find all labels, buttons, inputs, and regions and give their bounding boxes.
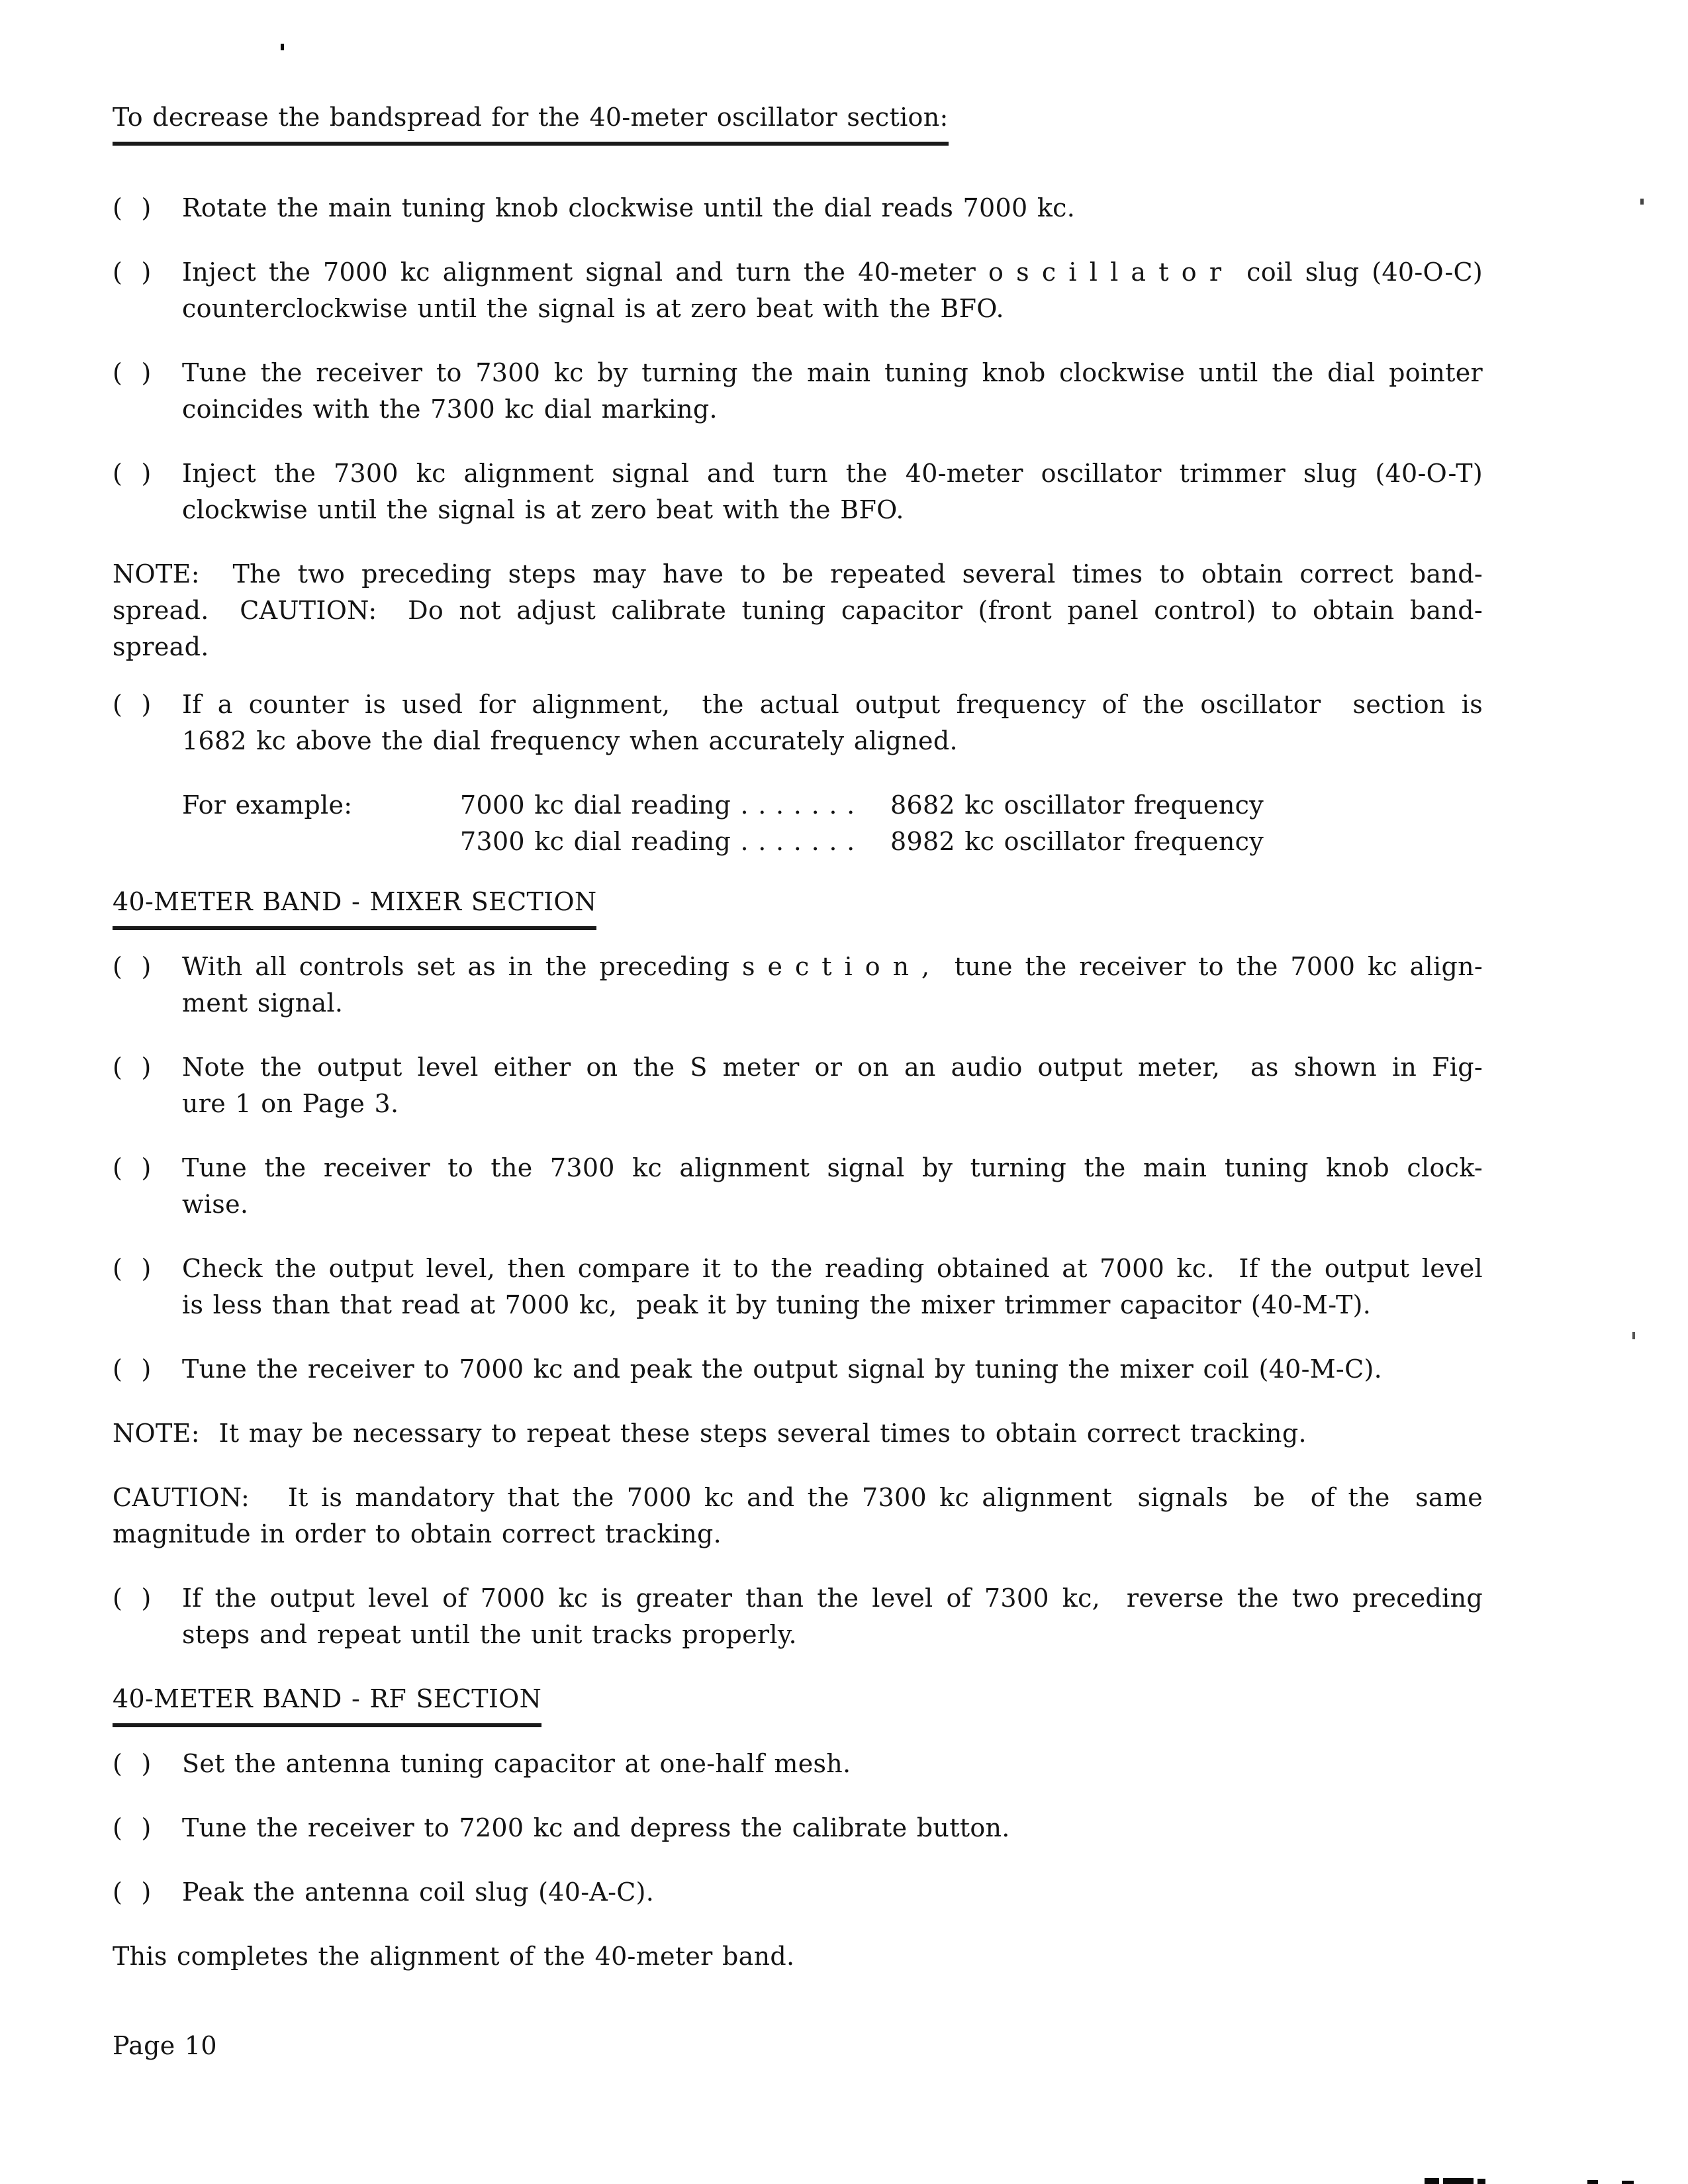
section-heading	[113, 884, 1483, 930]
checkbox-marker: ( )	[113, 1813, 152, 1842]
document-content	[113, 99, 1483, 2064]
text-line: clockwise until the signal is at zero beat with the BFO.	[182, 495, 904, 524]
text-line: If a counter is used for alignment, the actual output frequency of the oscillator section is	[182, 690, 1483, 719]
checklist-item	[113, 190, 1483, 226]
checklist-item-text	[182, 949, 1483, 1021]
checkbox-marker: ( )	[113, 1877, 152, 1907]
example-dots: . . . . . . .	[740, 827, 855, 856]
checklist-item	[113, 355, 1483, 428]
example-label	[182, 824, 460, 860]
example-table	[113, 787, 1483, 860]
text-line: Inject the 7000 kc alignment signal and turn the 40-meter o s c i l l a t o r coil slug (40-O-C)	[182, 258, 1483, 287]
example-row	[113, 824, 1483, 860]
checkbox-marker: ( )	[113, 459, 152, 488]
checkbox-marker: ( )	[113, 1354, 152, 1384]
text-line: spread. CAUTION: Do not adjust calibrate tuning capacitor (front panel control) to obtain band-	[113, 596, 1483, 625]
text-line: is less than that read at 7000 kc, peak it by tuning the mixer trimmer capacitor (40-M-T).	[182, 1290, 1372, 1319]
checkbox-marker: ( )	[113, 690, 152, 719]
example-row	[113, 787, 1483, 824]
scan-artifact	[281, 44, 284, 50]
section-heading	[113, 1681, 1483, 1727]
checklist-item	[113, 1251, 1483, 1323]
example-dots: . . . . . . .	[740, 790, 855, 820]
checklist-item-text	[182, 1251, 1483, 1323]
text-line: Tune the receiver to 7000 kc and peak the output signal by tuning the mixer coil (40-M-C).	[182, 1354, 1382, 1384]
checkbox-marker: ( )	[113, 193, 152, 222]
example-indent-spacer	[113, 824, 182, 860]
checklist-item	[113, 1746, 1483, 1782]
scan-artifact	[1640, 199, 1644, 205]
text-line: Note the output level either on the S meter or on an audio output meter, as shown in Fig-	[182, 1053, 1483, 1082]
example-oscillator-frequency: 8982 kc oscillator frequency	[890, 827, 1264, 856]
closing-text	[113, 1938, 1483, 1975]
checkbox-marker: ( )	[113, 1053, 152, 1082]
section-heading	[113, 99, 1483, 146]
text-line: coincides with the 7300 kc dial marking.	[182, 395, 718, 424]
text-line: With all controls set as in the preceding s e c t i o n , tune the receiver to the 7000 kc align-	[182, 952, 1483, 981]
text-line: Tune the receiver to 7300 kc by turning the main tuning knob clockwise until the dial pointer	[182, 358, 1483, 387]
checklist-item-text	[182, 455, 1483, 528]
text-line: counterclockwise until the signal is at zero beat with the BFO.	[182, 294, 1004, 323]
text-line: This completes the alignment of the 40-meter band.	[113, 1942, 795, 1971]
example-dial-reading	[460, 824, 890, 860]
scan-artifact	[1632, 1332, 1635, 1339]
checkbox-marker: ( )	[113, 358, 152, 387]
text-line: wise.	[182, 1190, 249, 1219]
text-line: 1682 kc above the dial frequency when accurately aligned.	[182, 726, 958, 755]
checklist-item-text	[182, 1874, 1483, 1911]
text-line: Tune the receiver to 7200 kc and depress the calibrate button.	[182, 1813, 1010, 1842]
text-line: Set the antenna tuning capacitor at one-half mesh.	[182, 1749, 851, 1778]
note-paragraph	[113, 556, 1483, 665]
text-line: magnitude in order to obtain correct tracking.	[113, 1519, 722, 1548]
scan-artifact	[1587, 2180, 1598, 2184]
checklist-item-text	[182, 1150, 1483, 1223]
scan-artifact	[1622, 2181, 1634, 2184]
checkbox-marker: ( )	[113, 1749, 152, 1778]
checkbox-marker: ( )	[113, 952, 152, 981]
example-dial-text: 7000 kc dial reading	[460, 790, 731, 820]
text-line: Peak the antenna coil slug (40-A-C).	[182, 1877, 655, 1907]
scan-artifact	[1443, 2178, 1474, 2184]
text-line: Tune the receiver to the 7300 kc alignment signal by turning the main tuning knob clock-	[182, 1153, 1483, 1182]
section-heading-text: 40-METER BAND - RF SECTION	[113, 1681, 541, 1727]
text-line: spread.	[113, 632, 209, 661]
text-line: steps and repeat until the unit tracks properly.	[182, 1620, 797, 1649]
checklist-item	[113, 1049, 1483, 1122]
checkbox-marker: ( )	[113, 1584, 152, 1613]
text-line: Check the output level, then compare it to the reading obtained at 7000 kc. If the output level	[182, 1254, 1483, 1283]
checklist-item-text	[182, 1351, 1483, 1388]
checklist-item-text	[182, 1746, 1483, 1782]
text-line: Inject the 7300 kc alignment signal and turn the 40-meter oscillator trimmer slug (40-O-T)	[182, 459, 1483, 488]
document-blocks	[113, 99, 1483, 1975]
example-dial-reading	[460, 787, 890, 824]
text-line: ment signal.	[182, 988, 344, 1018]
checklist-item-text	[182, 190, 1483, 226]
text-line: If the output level of 7000 kc is greater than the level of 7300 kc, reverse the two preceding	[182, 1584, 1483, 1613]
checklist-item	[113, 1580, 1483, 1653]
checklist-item	[113, 1874, 1483, 1911]
checklist-item	[113, 1351, 1483, 1388]
scan-artifact	[1477, 2179, 1485, 2184]
checklist-item	[113, 455, 1483, 528]
page-number: Page 10	[113, 2031, 217, 2060]
checklist-item	[113, 1810, 1483, 1846]
checklist-item	[113, 949, 1483, 1021]
caution-paragraph	[113, 1480, 1483, 1552]
checklist-item-text	[182, 355, 1483, 428]
checklist-item	[113, 254, 1483, 327]
text-line: CAUTION: It is mandatory that the 7000 kc and the 7300 kc alignment signals be of the same	[113, 1483, 1483, 1512]
section-heading-text: To decrease the bandspread for the 40-meter oscillator section:	[113, 99, 949, 146]
checklist-item-text	[182, 1580, 1483, 1653]
text-line: NOTE: It may be necessary to repeat these steps several times to obtain correct tracking.	[113, 1419, 1307, 1448]
example-oscillator-frequency: 8682 kc oscillator frequency	[890, 790, 1264, 820]
example-dial-text: 7300 kc dial reading	[460, 827, 731, 856]
checklist-item-text	[182, 1810, 1483, 1846]
text-line: Rotate the main tuning knob clockwise until the dial reads 7000 kc.	[182, 193, 1076, 222]
checklist-item	[113, 687, 1483, 759]
checkbox-marker: ( )	[113, 258, 152, 287]
example-label: For example:	[182, 790, 353, 820]
checklist-item-text	[182, 1049, 1483, 1122]
checkbox-marker: ( )	[113, 1254, 152, 1283]
note-paragraph	[113, 1415, 1483, 1452]
checklist-item-text	[182, 254, 1483, 327]
checklist-item-text	[182, 687, 1483, 759]
scan-artifact	[1425, 2178, 1439, 2184]
checklist-item	[113, 1150, 1483, 1223]
text-line: ure 1 on Page 3.	[182, 1089, 399, 1118]
checkbox-marker: ( )	[113, 1153, 152, 1182]
text-line: NOTE: The two preceding steps may have to be repeated several times to obtain correct band-	[113, 559, 1483, 589]
example-indent-spacer	[113, 787, 182, 824]
section-heading-text: 40-METER BAND - MIXER SECTION	[113, 884, 596, 930]
